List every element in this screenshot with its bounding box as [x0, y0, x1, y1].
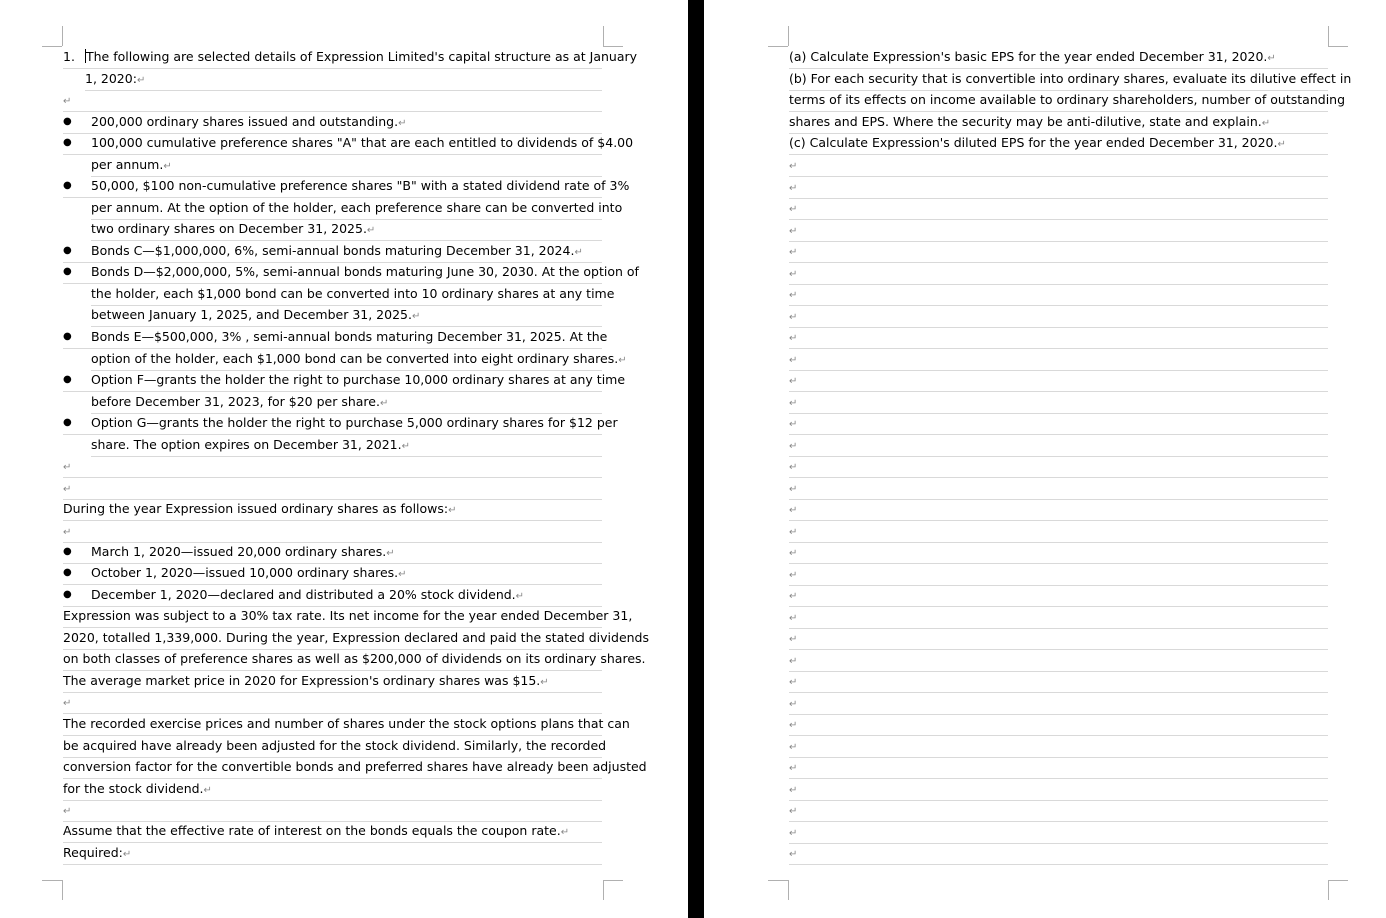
crop-mark	[603, 880, 623, 881]
bullet-icon: ●	[63, 589, 72, 600]
empty-paragraph[interactable]	[789, 714, 1328, 736]
bullet-item[interactable]: ● 200,000 ordinary shares issued and outstanding.↵	[63, 112, 602, 134]
paragraph-mark: ↵	[401, 441, 410, 452]
bullet-item-continuation[interactable]: share. The option expires on December 31, 2021.↵	[91, 435, 602, 457]
empty-paragraph[interactable]	[789, 220, 1328, 242]
paragraph-mark: ↵	[789, 484, 798, 495]
empty-paragraph[interactable]	[789, 542, 1328, 564]
paragraph-mark: ↵	[1261, 118, 1271, 129]
empty-paragraph[interactable]	[789, 499, 1328, 521]
empty-paragraph[interactable]	[789, 564, 1328, 586]
crop-mark	[1328, 880, 1348, 881]
empty-paragraph[interactable]	[789, 478, 1328, 500]
paragraph-mark: ↵	[789, 462, 798, 473]
paragraph-mark: ↵	[789, 828, 798, 839]
paragraph-mark: ↵	[789, 527, 798, 538]
bullet-item-continuation[interactable]: before December 31, 2023, for $20 per share.↵	[91, 392, 602, 414]
paragraph-line[interactable]: During the year Expression issued ordinary shares as follows:↵	[63, 499, 602, 521]
paragraph-line[interactable]: Required:↵	[63, 843, 602, 865]
empty-paragraph[interactable]	[789, 177, 1328, 199]
bullet-item[interactable]: ● March 1, 2020—issued 20,000 ordinary shares.↵	[63, 542, 602, 564]
paragraph-line[interactable]: conversion factor for the convertible bonds and preferred shares have already been adjusted	[63, 757, 602, 779]
empty-paragraph[interactable]	[63, 692, 602, 714]
paragraph-mark: ↵	[789, 785, 798, 796]
page-divider	[688, 0, 704, 918]
paragraph-mark: ↵	[122, 849, 132, 860]
paragraph-line[interactable]: Expression was subject to a 30% tax rate. Its net income for the year ended December 31,	[63, 606, 602, 628]
paragraph-mark: ↵	[560, 827, 570, 838]
empty-paragraph[interactable]	[789, 456, 1328, 478]
bullet-icon: ●	[63, 567, 72, 578]
empty-paragraph[interactable]	[789, 650, 1328, 672]
empty-paragraph[interactable]	[63, 800, 602, 822]
crop-mark	[603, 26, 604, 46]
paragraph-mark: ↵	[789, 699, 798, 710]
paragraph-mark: ↵	[789, 161, 798, 172]
bullet-icon: ●	[63, 417, 72, 428]
question-b-continuation[interactable]: terms of its effects on income available to ordinary shareholders, number of outstanding	[789, 90, 1328, 112]
empty-paragraph[interactable]	[63, 478, 602, 500]
crop-mark	[62, 880, 63, 900]
empty-paragraph[interactable]	[789, 327, 1328, 349]
empty-paragraph[interactable]	[789, 693, 1328, 715]
paragraph-mark: ↵	[618, 355, 627, 366]
list-number: 1.	[63, 49, 75, 64]
bullet-icon: ●	[63, 137, 72, 148]
paragraph-mark: ↵	[789, 226, 798, 237]
document-page-right[interactable]	[704, 0, 1386, 918]
bullet-icon: ●	[63, 266, 72, 277]
empty-paragraph[interactable]	[789, 284, 1328, 306]
paragraph-mark: ↵	[789, 333, 798, 344]
paragraph-mark: ↵	[398, 118, 407, 129]
paragraph-mark: ↵	[789, 720, 798, 731]
crop-mark	[42, 46, 62, 47]
bullet-item-continuation[interactable]: two ordinary shares on December 31, 2025.↵	[91, 219, 602, 241]
paragraph-mark: ↵	[203, 785, 212, 796]
empty-paragraph[interactable]	[789, 628, 1328, 650]
paragraph-mark: ↵	[789, 183, 798, 194]
paragraph-mark: ↵	[63, 484, 72, 495]
paragraph-mark: ↵	[398, 569, 407, 580]
empty-paragraph[interactable]	[789, 779, 1328, 801]
paragraph-mark: ↵	[789, 570, 798, 581]
paragraph-mark: ↵	[789, 548, 798, 559]
paragraph-mark: ↵	[163, 161, 172, 172]
bullet-item-continuation[interactable]: between January 1, 2025, and December 31, 2025.↵	[91, 305, 602, 327]
paragraph-mark: ↵	[448, 505, 457, 516]
empty-paragraph[interactable]	[63, 456, 602, 478]
paragraph-mark: ↵	[386, 548, 395, 559]
crop-mark	[788, 26, 789, 46]
empty-paragraph[interactable]	[789, 392, 1328, 414]
empty-paragraph[interactable]	[789, 435, 1328, 457]
empty-paragraph[interactable]	[789, 370, 1328, 392]
paragraph-mark: ↵	[1277, 139, 1286, 150]
empty-paragraph[interactable]	[789, 263, 1328, 285]
empty-paragraph[interactable]	[789, 757, 1328, 779]
paragraph-mark: ↵	[789, 312, 798, 323]
empty-paragraph[interactable]	[789, 736, 1328, 758]
paragraph-mark: ↵	[63, 698, 72, 709]
paragraph-mark: ↵	[789, 742, 798, 753]
empty-paragraph[interactable]	[63, 521, 602, 543]
empty-paragraph[interactable]	[63, 90, 602, 112]
paragraph-mark: ↵	[789, 419, 798, 430]
paragraph-mark: ↵	[789, 441, 798, 452]
empty-paragraph[interactable]	[789, 607, 1328, 629]
crop-mark	[603, 880, 604, 900]
paragraph-mark: ↵	[789, 591, 798, 602]
bullet-item-continuation[interactable]: option of the holder, each $1,000 bond can be converted into eight ordinary shares.↵	[91, 349, 602, 371]
paragraph-mark: ↵	[789, 269, 798, 280]
crop-mark	[1328, 880, 1329, 900]
paragraph-line[interactable]: 1, 2020:↵	[85, 69, 602, 91]
crop-mark	[768, 46, 788, 47]
paragraph-mark: ↵	[63, 96, 72, 107]
bullet-item[interactable]: ● Option G—grants the holder the right to purchase 5,000 ordinary shares for $12 per	[63, 413, 602, 435]
empty-paragraph[interactable]	[789, 800, 1328, 822]
paragraph-line[interactable]: on both classes of preference shares as well as $200,000 of dividends on its ordinary shares.	[63, 649, 602, 671]
paragraph-mark: ↵	[789, 656, 798, 667]
bullet-icon: ●	[63, 546, 72, 557]
empty-paragraph[interactable]	[789, 155, 1328, 177]
bullet-icon: ●	[63, 180, 72, 191]
bullet-item[interactable]: ● 100,000 cumulative preference shares "A" that are each entitled to dividends of $4.00	[63, 133, 602, 155]
empty-paragraph[interactable]	[789, 413, 1328, 435]
empty-paragraph[interactable]	[789, 198, 1328, 220]
empty-paragraph[interactable]	[789, 349, 1328, 371]
paragraph-mark: ↵	[63, 527, 72, 538]
paragraph-mark: ↵	[1267, 53, 1276, 64]
paragraph-mark: ↵	[789, 204, 798, 215]
empty-paragraph[interactable]	[789, 241, 1328, 263]
empty-paragraph[interactable]	[789, 671, 1328, 693]
paragraph-mark: ↵	[789, 677, 798, 688]
paragraph-mark: ↵	[789, 355, 798, 366]
bullet-icon: ●	[63, 331, 72, 342]
paragraph-mark: ↵	[789, 376, 798, 387]
paragraph-mark: ↵	[789, 398, 798, 409]
empty-paragraph[interactable]	[789, 521, 1328, 543]
empty-paragraph[interactable]	[789, 306, 1328, 328]
paragraph-mark: ↵	[789, 849, 798, 860]
bullet-item[interactable]: ● December 1, 2020—declared and distributed a 20% stock dividend.↵	[63, 585, 602, 607]
bullet-item-continuation[interactable]: per annum.↵	[91, 155, 602, 177]
paragraph-mark: ↵	[789, 613, 798, 624]
crop-mark	[768, 880, 788, 881]
bullet-item-continuation[interactable]: the holder, each $1,000 bond can be converted into 10 ordinary shares at any time	[91, 284, 602, 306]
paragraph-mark: ↵	[789, 634, 798, 645]
paragraph-line[interactable]: 1. The following are selected details of Expression Limited's capital structure as at January	[63, 47, 602, 69]
bullet-icon: ●	[63, 374, 72, 385]
bullet-item[interactable]: ● 50,000, $100 non-cumulative preference shares "B" with a stated dividend rate of 3%	[63, 176, 602, 198]
paragraph-line[interactable]: for the stock dividend.↵	[63, 779, 602, 801]
bullet-icon: ●	[63, 116, 72, 127]
bullet-item[interactable]: ● October 1, 2020—issued 10,000 ordinary shares.↵	[63, 563, 602, 585]
document-page-left[interactable]	[0, 0, 688, 918]
paragraph-mark: ↵	[63, 462, 72, 473]
question-b[interactable]: (b) For each security that is convertible into ordinary shares, evaluate its dilutive effect in	[789, 69, 1328, 91]
paragraph-mark: ↵	[789, 763, 798, 774]
paragraph-mark: ↵	[515, 591, 525, 602]
bullet-icon: ●	[63, 245, 72, 256]
crop-mark	[1328, 26, 1329, 46]
bullet-item-continuation[interactable]: per annum. At the option of the holder, each preference share can be converted into	[91, 198, 602, 220]
bullet-item[interactable]: ● Bonds E—$500,000, 3% , semi-annual bonds maturing December 31, 2025. At the	[63, 327, 602, 349]
bullet-item[interactable]: ● Bonds D—$2,000,000, 5%, semi-annual bonds maturing June 30, 2030. At the option of	[63, 262, 602, 284]
question-a[interactable]: (a) Calculate Expression's basic EPS for the year ended December 31, 2020.↵	[789, 47, 1328, 69]
paragraph-mark: ↵	[540, 677, 549, 688]
paragraph-line[interactable]: Assume that the effective rate of interest on the bonds equals the coupon rate.↵	[63, 821, 602, 843]
paragraph-mark: ↵	[789, 806, 798, 817]
paragraph-mark: ↵	[411, 311, 421, 322]
paragraph-mark: ↵	[789, 505, 798, 516]
paragraph-mark: ↵	[574, 247, 583, 258]
paragraph-mark: ↵	[136, 75, 146, 86]
empty-paragraph[interactable]	[789, 585, 1328, 607]
paragraph-mark: ↵	[789, 247, 798, 258]
question-b-continuation[interactable]: shares and EPS. Where the security may be anti-dilutive, state and explain.↵	[789, 112, 1328, 134]
empty-paragraph[interactable]	[789, 822, 1328, 844]
crop-mark	[62, 26, 63, 46]
question-c[interactable]: (c) Calculate Expression's diluted EPS for the year ended December 31, 2020.↵	[789, 133, 1328, 155]
paragraph-mark: ↵	[379, 398, 389, 409]
empty-paragraph[interactable]	[789, 843, 1328, 865]
bullet-item[interactable]: ● Bonds C—$1,000,000, 6%, semi-annual bonds maturing December 31, 2024.↵	[63, 241, 602, 263]
paragraph-line[interactable]: be acquired have already been adjusted for the stock dividend. Similarly, the recorded	[63, 736, 602, 758]
bullet-item[interactable]: ● Option F—grants the holder the right to purchase 10,000 ordinary shares at any time	[63, 370, 602, 392]
paragraph-mark: ↵	[63, 806, 72, 817]
paragraph-mark: ↵	[366, 225, 376, 236]
crop-mark	[42, 880, 62, 881]
paragraph-line[interactable]: The average market price in 2020 for Expression's ordinary shares was $15.↵	[63, 671, 602, 693]
paragraph-line[interactable]: The recorded exercise prices and number of shares under the stock options plans that can	[63, 714, 602, 736]
paragraph-line[interactable]: 2020, totalled 1,339,000. During the year, Expression declared and paid the stated dividends	[63, 628, 602, 650]
paragraph-mark: ↵	[789, 290, 798, 301]
crop-mark	[1328, 46, 1348, 47]
crop-mark	[788, 880, 789, 900]
